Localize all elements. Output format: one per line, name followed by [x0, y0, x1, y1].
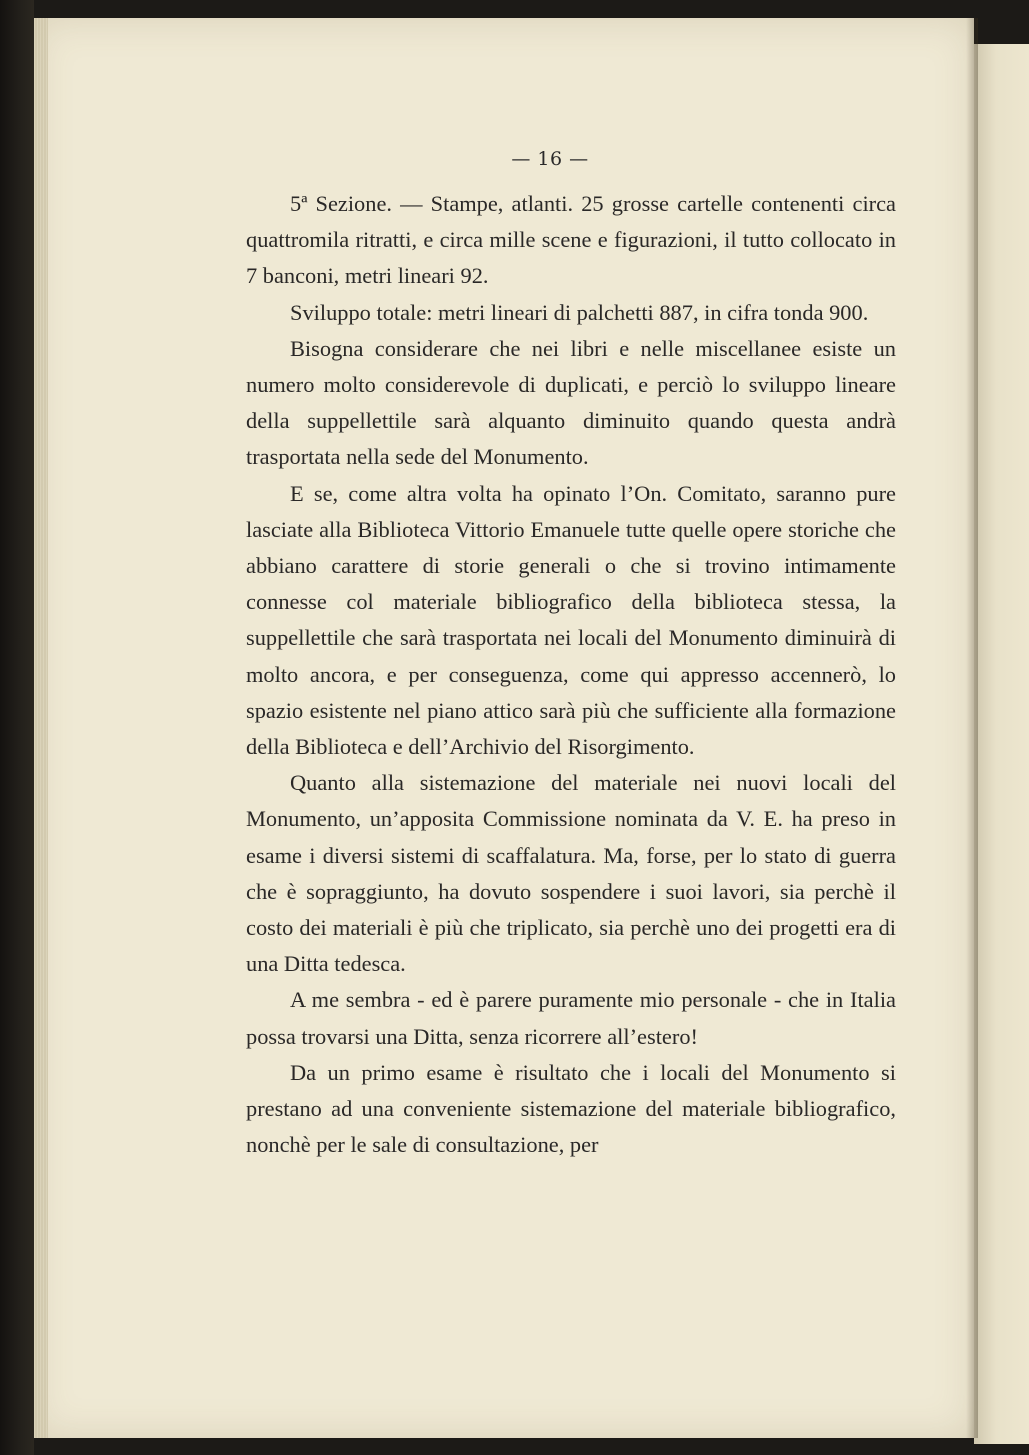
paragraph: Bisogna considerare che nei libri e nelle miscellanee esiste un numero molto considerevole di duplicati, e perciò lo sviluppo lineare della suppellettile sarà alquanto diminuito quando questa andrà trasportata nella sede del Monumento. [246, 335, 896, 470]
book-cover-edge [0, 0, 34, 1455]
paragraph: Quanto alla sistemazione del materiale nei nuovi locali del Monumento, un’apposita Commissione nominata da V. E. ha preso in esame i diversi sistemi di scaffalatura. Ma, forse, per lo stato di guerra che è sopraggiunto, ha dovuto sospendere i suoi lavori, sia perchè il costo dei materiali è più che triplicato, sia perchè uno dei progetti era di una Ditta tedesca. [246, 770, 896, 977]
gutter-shadow [966, 18, 978, 1438]
page-number: — 16 — [511, 148, 589, 170]
facing-page-edge [974, 44, 1029, 1444]
paragraph: Sviluppo totale: metri lineari di palchetti 887, in cifra tonda 900. [290, 299, 869, 325]
page-stack-edge [34, 18, 48, 1438]
paragraph: 5ª Sezione. — Stampe, atlanti. 25 grosse cartelle contenenti circa quattromila ritratti, e circa mille scene e figurazioni, il tutto collocato in 7 banconi, metri lineari 92. [246, 191, 896, 289]
body-text [246, 186, 896, 1163]
paragraph: Da un primo esame è risultato che i locali del Monumento si prestano ad una conveniente sistemazione del materiale bibliografico, nonchè per le sale di consultazione, per [246, 1059, 896, 1158]
paragraph: E se, come altra volta ha opinato l’On. Comitato, saranno pure lasciate alla Biblioteca Vittorio Emanuele tutte quelle opere storiche che abbiano carattere di storie generali o che si trovino intimamente connesse col materiale bibliografico della biblioteca stessa, la suppellettile che sarà trasportata nei locali del Monumento diminuirà di molto ancora, e per conseguenza, come qui appresso accennerò, lo spazio esistente nel piano attico sarà più che sufficiente alla formazione della Biblioteca e dell’Archivio del Risorgimento. [246, 480, 896, 760]
paragraph: A me sembra - ed è parere puramente mio personale - che in Italia possa trovarsi una Ditta, senza ricorrere all’estero! [246, 987, 896, 1049]
